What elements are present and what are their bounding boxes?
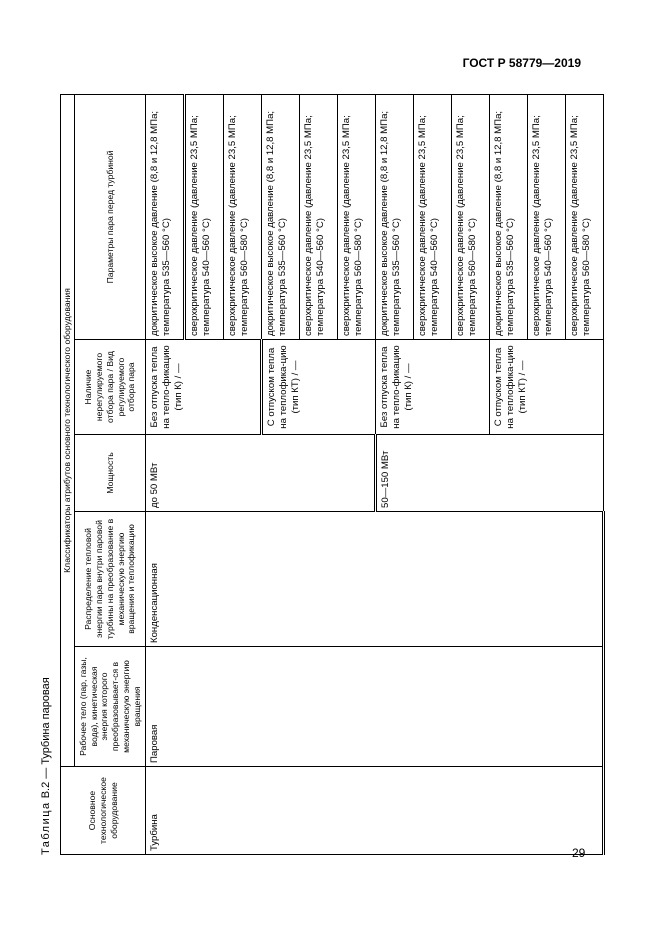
- param-cell: сверхкритическое давление (давление 23,5 МПа; температура 560—580 °С): [224, 94, 262, 339]
- rotated-page-content: [40, 95, 600, 855]
- extraction-heat-label: С отпуском тепла на теплофика-цию: [493, 345, 517, 429]
- type-kt-label: (тип КТ) / —: [290, 360, 302, 414]
- param-cell: сверхкритическое давление (давление 23,5 МПа; температура 560—580 °С): [452, 94, 490, 339]
- col-header-params: Параметры пара перед турбиной: [75, 94, 146, 339]
- param-cell: докритическое высокое давление (8,8 и 12,8 МПа; температура 535—560 °С): [490, 94, 528, 339]
- param-cell: сверхкритическое давление (давление 23,5 МПа; температура 560—580 °С): [338, 94, 376, 339]
- col-header-equipment: Основное технологическое оборудование: [61, 767, 146, 855]
- col-header-power: Мощность: [75, 435, 146, 512]
- param-cell: сверхкритическое давление (давление 23,5 МПа; температура 560—580 °С): [566, 94, 604, 339]
- col-header-medium: Рабочее тело (пар, газы, вода), кинетическая энергия которого преобразовывает-ся в механическую энергию вращения: [75, 647, 146, 767]
- page-number: 29: [572, 846, 586, 860]
- cell-power-1: до 50 МВт: [146, 435, 376, 512]
- caption-prefix: Таблица: [40, 801, 52, 855]
- param-cell: докритическое высокое давление (8,8 и 12,8 МПа; температура 535—560 °С): [146, 94, 185, 339]
- param-cell: сверхкритическое давление (давление 23,5 МПа; температура 540—560 °С): [300, 94, 338, 339]
- caption-text: В.2 — Турбина паровая: [40, 677, 52, 799]
- cell-extraction-3: [376, 340, 490, 435]
- param-cell: докритическое высокое давление (8,8 и 12,8 МПа; температура 535—560 °С): [262, 94, 300, 339]
- turbine-table: [60, 94, 605, 855]
- type-k-label: (тип К) / —: [403, 363, 415, 411]
- cell-equipment: Турбина: [146, 767, 604, 855]
- col-header-distribution: Распределение тепловой энергии пара внутри паровой турбины на преобразование в механическую энергию вращения и теплофикацию: [75, 512, 146, 647]
- standard-number: ГОСТ Р 58779—2019: [462, 56, 581, 70]
- table-caption: [40, 677, 52, 855]
- type-kt-label: (тип КТ) / —: [517, 360, 529, 414]
- extraction-heat-label: С отпуском тепла на теплофика-цию: [266, 345, 290, 429]
- super-header: Классификаторы атрибутов основного технологического оборудования: [61, 94, 75, 766]
- cell-extraction-2: [262, 340, 376, 435]
- param-cell: сверхкритическое давление (давление 23,5 МПа; температура 540—560 °С): [185, 94, 224, 339]
- extraction-none-label: Без отпуска тепла на тепло-фикацию: [149, 345, 173, 429]
- cell-power-2: 50—150 МВт: [376, 435, 604, 512]
- param-cell: сверхкритическое давление (давление 23,5 МПа; температура 540—560 °С): [528, 94, 566, 339]
- col-header-extraction: Наличие нерегулируемого отбора пара / Вид регулируемого отбора пара: [75, 340, 146, 435]
- type-k-label: (тип К) / —: [173, 363, 185, 411]
- cell-medium: Паровая: [146, 647, 604, 767]
- cell-distribution: Конденсационная: [146, 512, 604, 647]
- param-cell: докритическое высокое давление (8,8 и 12,8 МПа; температура 535—560 °С): [376, 94, 414, 339]
- cell-extraction-4: [490, 340, 604, 435]
- extraction-none-label: Без отпуска тепла на тепло-фикацию: [379, 345, 403, 429]
- param-cell: сверхкритическое давление (давление 23,5 МПа; температура 540—560 °С): [414, 94, 452, 339]
- cell-extraction-1: [146, 340, 262, 435]
